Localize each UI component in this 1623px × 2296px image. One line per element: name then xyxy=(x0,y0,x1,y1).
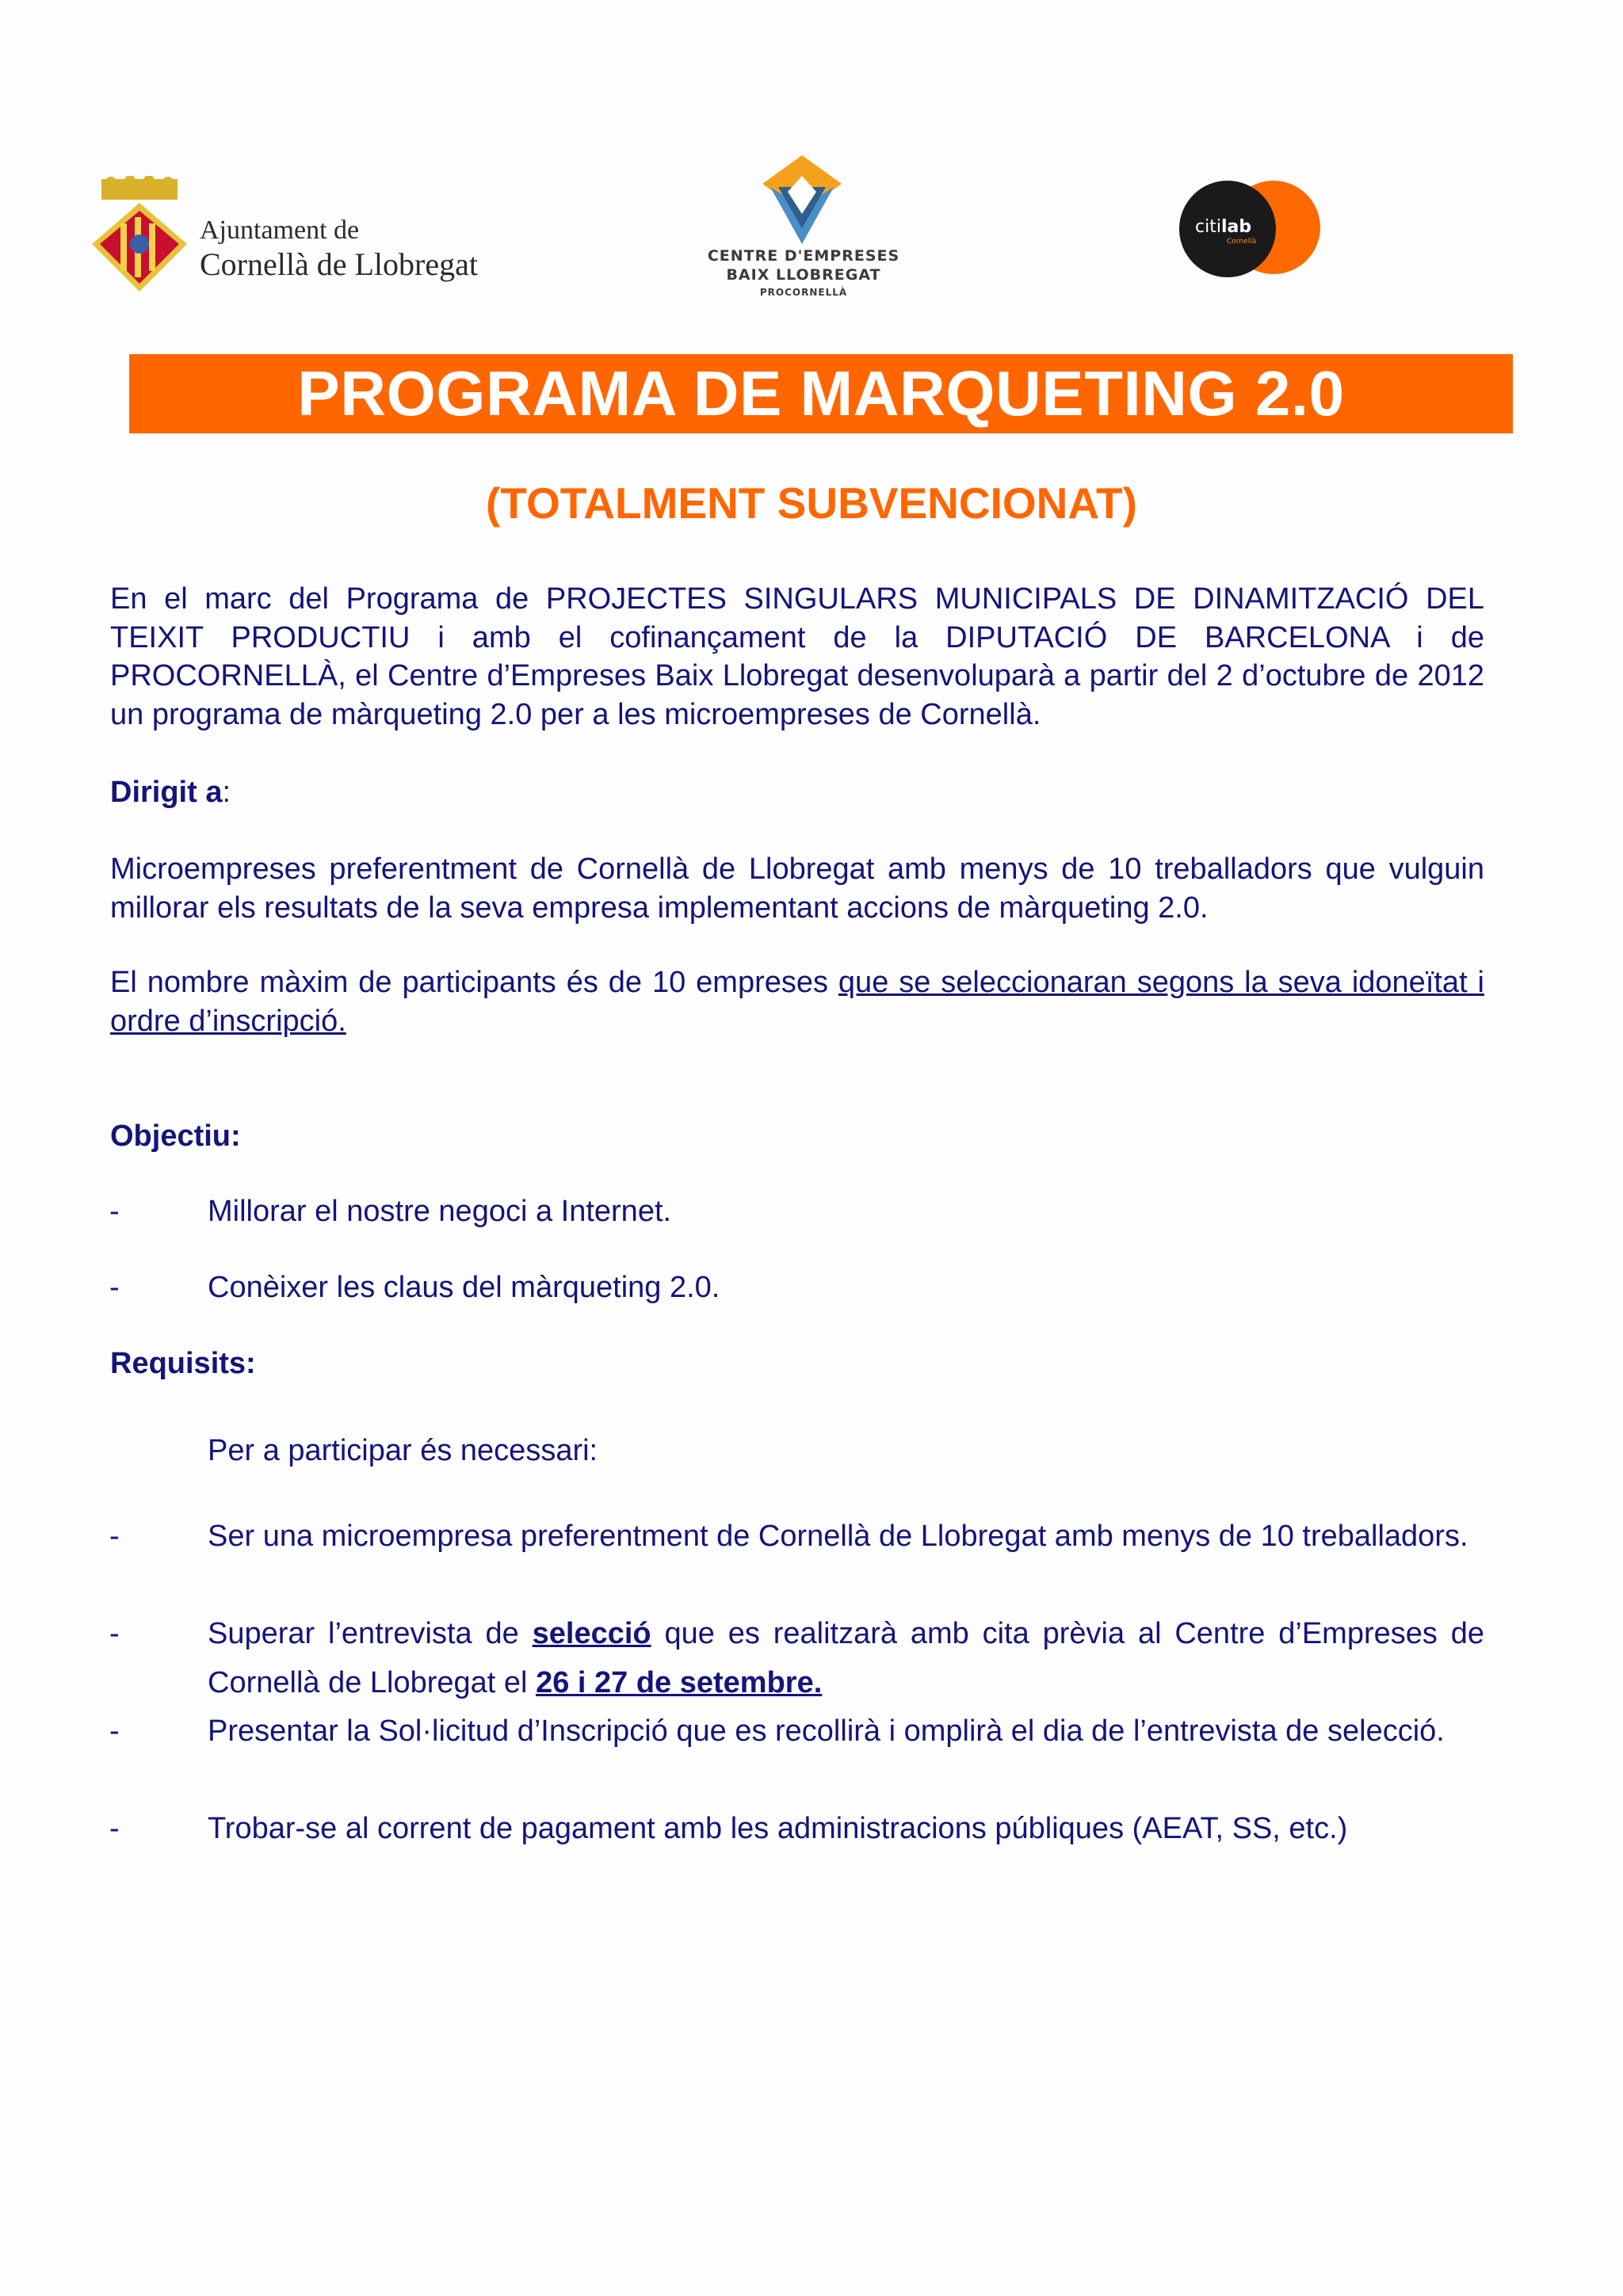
requisits-intro: Per a participar és necessari: xyxy=(208,1434,598,1467)
objectiu-heading: Objectiu: xyxy=(110,1119,241,1153)
requisit-item-text: Ser una microempresa preferentment de Cornellà de Llobregat amb menys de 10 treballadors. xyxy=(208,1520,1468,1553)
bullet-dash: - xyxy=(109,1520,120,1553)
centre-empreses-logo xyxy=(697,152,919,303)
requisit-item xyxy=(109,1610,1485,1707)
bullet-dash: - xyxy=(109,1812,120,1845)
objectiu-item xyxy=(109,1192,1484,1230)
coat-of-arms-icon xyxy=(89,176,190,295)
page-subtitle: (TOTALMENT SUBVENCIONAT) xyxy=(486,479,1137,528)
page-title: PROGRAMA DE MARQUETING 2.0 xyxy=(129,354,1513,433)
dirigit-heading-colon: : xyxy=(222,776,231,809)
intro-paragraph: En el marc del Programa de PROJECTES SINGULARS MUNICIPALS DE DINAMITZACIÓ DEL TEIXIT PRODUCTIU i amb el cofinançament de la DIPUTACIÓ DE BARCELONA i de PROCORNELLÀ, el Centre d’Empreses Baix Llobregat desenvoluparà a partir del 2 d’octubre de 2012 un programa de màrqueting 2.0 per a les microempreses de Cornellà. xyxy=(110,582,1484,731)
centre-logo-line1: CENTRE D'EMPRESES xyxy=(707,247,900,265)
dirigit-heading xyxy=(110,773,231,811)
requisit-item-text: Trobar-se al corrent de pagament amb les administracions públiques (AEAT, SS, etc.) xyxy=(208,1812,1348,1845)
requisit-item xyxy=(109,1512,1484,1562)
objectiu-item-text: Conèixer les claus del màrqueting 2.0. xyxy=(208,1271,720,1304)
citilab-logo-sub: Cornellà xyxy=(1227,238,1257,246)
ajuntament-logo xyxy=(89,176,485,295)
bullet-dash: - xyxy=(109,1195,120,1228)
requisit-text-part: que es realitzarà amb cita prèvia al Centre d’Empreses de Cornellà de Llobregat el xyxy=(208,1617,1485,1699)
bullet-dash: - xyxy=(109,1271,120,1304)
dirigit-heading-text: Dirigit a xyxy=(110,776,223,809)
participants-paragraph xyxy=(110,963,1484,1040)
objectiu-item xyxy=(109,1268,1484,1306)
dates-emphasis: 26 i 27 de setembre. xyxy=(536,1665,823,1699)
citilab-logo xyxy=(1179,181,1322,284)
centre-logo-line3: PROCORNELLÀ xyxy=(759,287,848,298)
citilab-name-prefix: citi xyxy=(1195,217,1221,237)
requisit-item-text xyxy=(208,1610,1484,1707)
centre-empreses-mark-icon xyxy=(747,152,857,247)
requisit-item-text: Presentar la Sol·licitud d’Inscripció que es recollirà i omplirà el dia de l’entrevista de selecció. xyxy=(208,1714,1445,1748)
objectiu-item-text: Millorar el nostre negoci a Internet. xyxy=(208,1195,672,1228)
ajuntament-logo-line2: Cornellà de Llobregat xyxy=(200,246,478,282)
dirigit-paragraph: Microempreses preferentment de Cornellà de Llobregat amb menys de 10 treballadors que vulguin millorar els resultats de la seva empresa implementant accions de màrqueting 2.0. xyxy=(110,852,1484,925)
participants-text: El nombre màxim de participants és de 10 empreses xyxy=(110,966,838,999)
requisits-heading: Requisits: xyxy=(110,1347,256,1380)
centre-logo-line2: BAIX LLOBREGAT xyxy=(726,266,881,284)
requisit-text-part: Superar l’entrevista de xyxy=(208,1617,533,1650)
citilab-logo-name xyxy=(1195,217,1251,237)
requisit-item xyxy=(109,1805,1484,1854)
requisit-item xyxy=(109,1707,1484,1756)
bullet-dash: - xyxy=(109,1714,120,1748)
bullet-dash: - xyxy=(109,1617,120,1650)
citilab-name-bold: lab xyxy=(1220,217,1252,237)
participants-underlined-text: que se seleccionaran segons la seva idoneïtat i ordre d’inscripció. xyxy=(110,966,1484,1038)
ajuntament-logo-line1: Ajuntament de xyxy=(200,215,360,245)
seleccio-emphasis: selecció xyxy=(532,1617,651,1650)
